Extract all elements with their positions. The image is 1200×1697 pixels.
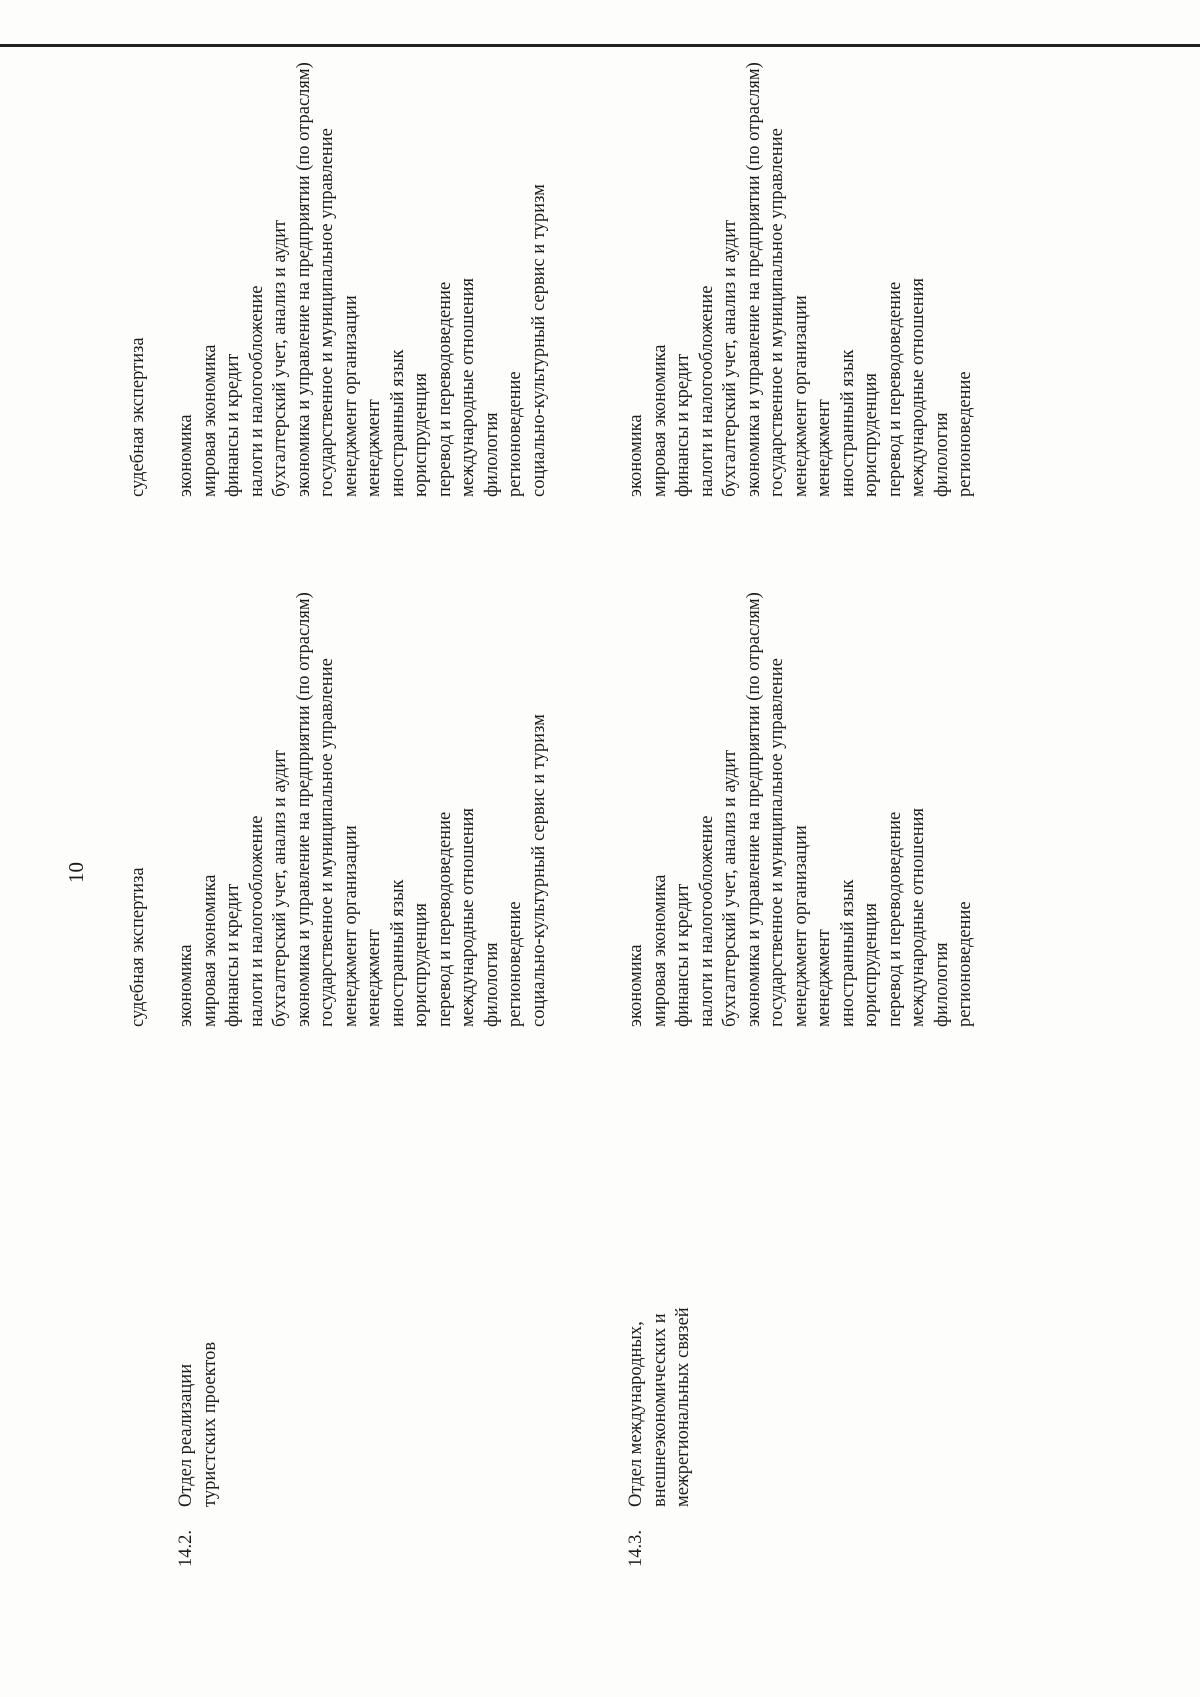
specialties-list-col1 — [175, 557, 551, 1027]
list-item: перевод и переводоведение — [434, 281, 455, 497]
list-item: юриспруденция — [411, 902, 431, 1027]
list-item: менеджмент — [364, 929, 384, 1027]
list-item: экономика — [626, 944, 646, 1027]
list-item: регионоведение — [505, 371, 525, 497]
list-item: филология — [481, 412, 502, 497]
section-number: 14.2. — [176, 1530, 196, 1567]
list-item: государственное и муниципальное управление — [767, 128, 787, 497]
specialties-list-col2 — [625, 27, 978, 497]
list-item: менеджмент организации — [340, 295, 361, 497]
list-item: экономика и управление на предприятии (по отраслям) — [293, 62, 314, 497]
list-item: бухгалтерский учет, анализ и аудит — [720, 219, 740, 497]
list-item: мировая экономика — [649, 874, 670, 1027]
list-item: государственное и муниципальное управление — [767, 658, 787, 1027]
list-item: менеджмент организации — [790, 295, 811, 497]
list-item: международные отношения — [458, 807, 478, 1027]
list-item: юриспруденция — [861, 902, 881, 1027]
list-item: экономика и управление на предприятии (по отраслям) — [743, 592, 764, 1027]
page-number: 10 — [64, 862, 88, 883]
list-item: бухгалтерский учет, анализ и аудит — [720, 749, 740, 1027]
list-item: государственное и муниципальное управление — [317, 658, 337, 1027]
list-item: юриспруденция — [411, 372, 431, 497]
top-row-col1: судебная экспертиза — [128, 867, 148, 1027]
list-item: филология — [931, 412, 952, 497]
list-item: регионоведение — [955, 371, 975, 497]
list-item: финансы и кредит — [223, 353, 243, 497]
list-item: экономика — [176, 414, 196, 497]
list-item: государственное и муниципальное управление — [317, 128, 337, 497]
scan-edge-rule — [0, 44, 1200, 47]
list-item: налоги и налогообложение — [696, 815, 717, 1027]
list-item: бухгалтерский учет, анализ и аудит — [270, 219, 290, 497]
list-item: регионоведение — [955, 901, 975, 1027]
list-item: филология — [931, 942, 952, 1027]
list-item: международные отношения — [458, 277, 478, 497]
specialties-list-col2 — [175, 27, 551, 497]
list-item: мировая экономика — [649, 344, 670, 497]
list-item: мировая экономика — [199, 344, 220, 497]
list-item: налоги и налогообложение — [696, 285, 717, 497]
list-item: экономика — [626, 414, 646, 497]
section-number: 14.3. — [626, 1530, 646, 1567]
list-item: иностранный язык — [837, 879, 858, 1027]
list-item: юриспруденция — [861, 372, 881, 497]
list-item: иностранный язык — [387, 349, 408, 497]
list-item: финансы и кредит — [223, 883, 243, 1027]
list-item: перевод и переводоведение — [884, 281, 905, 497]
list-item: социально-культурный сервис и туризм — [528, 714, 549, 1027]
top-row-col2: судебная экспертиза — [128, 337, 148, 497]
list-item: социально-культурный сервис и туризм — [528, 184, 549, 497]
list-item: международные отношения — [908, 807, 928, 1027]
list-item: менеджмент — [814, 929, 834, 1027]
list-item: налоги и налогообложение — [246, 815, 267, 1027]
list-item: менеджмент — [814, 399, 834, 497]
list-item: налоги и налогообложение — [246, 285, 267, 497]
list-item: экономика и управление на предприятии (по отраслям) — [743, 62, 764, 497]
list-item: перевод и переводоведение — [884, 811, 905, 1027]
department-name: Отдел международных, внешнеэкономических и межрегиональных связей — [626, 1307, 693, 1507]
list-item: международные отношения — [908, 277, 928, 497]
list-item: менеджмент организации — [340, 825, 361, 1027]
department-name: Отдел реализации туристских проектов — [176, 1341, 220, 1507]
list-item: иностранный язык — [387, 879, 408, 1027]
list-item: менеджмент — [364, 399, 384, 497]
list-item: экономика и управление на предприятии (по отраслям) — [293, 592, 314, 1027]
specialties-list-col1 — [625, 557, 978, 1027]
list-item: перевод и переводоведение — [434, 811, 455, 1027]
list-item: финансы и кредит — [673, 883, 693, 1027]
list-item: регионоведение — [505, 901, 525, 1027]
list-item: финансы и кредит — [673, 353, 693, 497]
list-item: бухгалтерский учет, анализ и аудит — [270, 749, 290, 1027]
list-item: филология — [481, 942, 502, 1027]
list-item: менеджмент организации — [790, 825, 811, 1027]
list-item: мировая экономика — [199, 874, 220, 1027]
list-item: иностранный язык — [837, 349, 858, 497]
list-item: экономика — [176, 944, 196, 1027]
